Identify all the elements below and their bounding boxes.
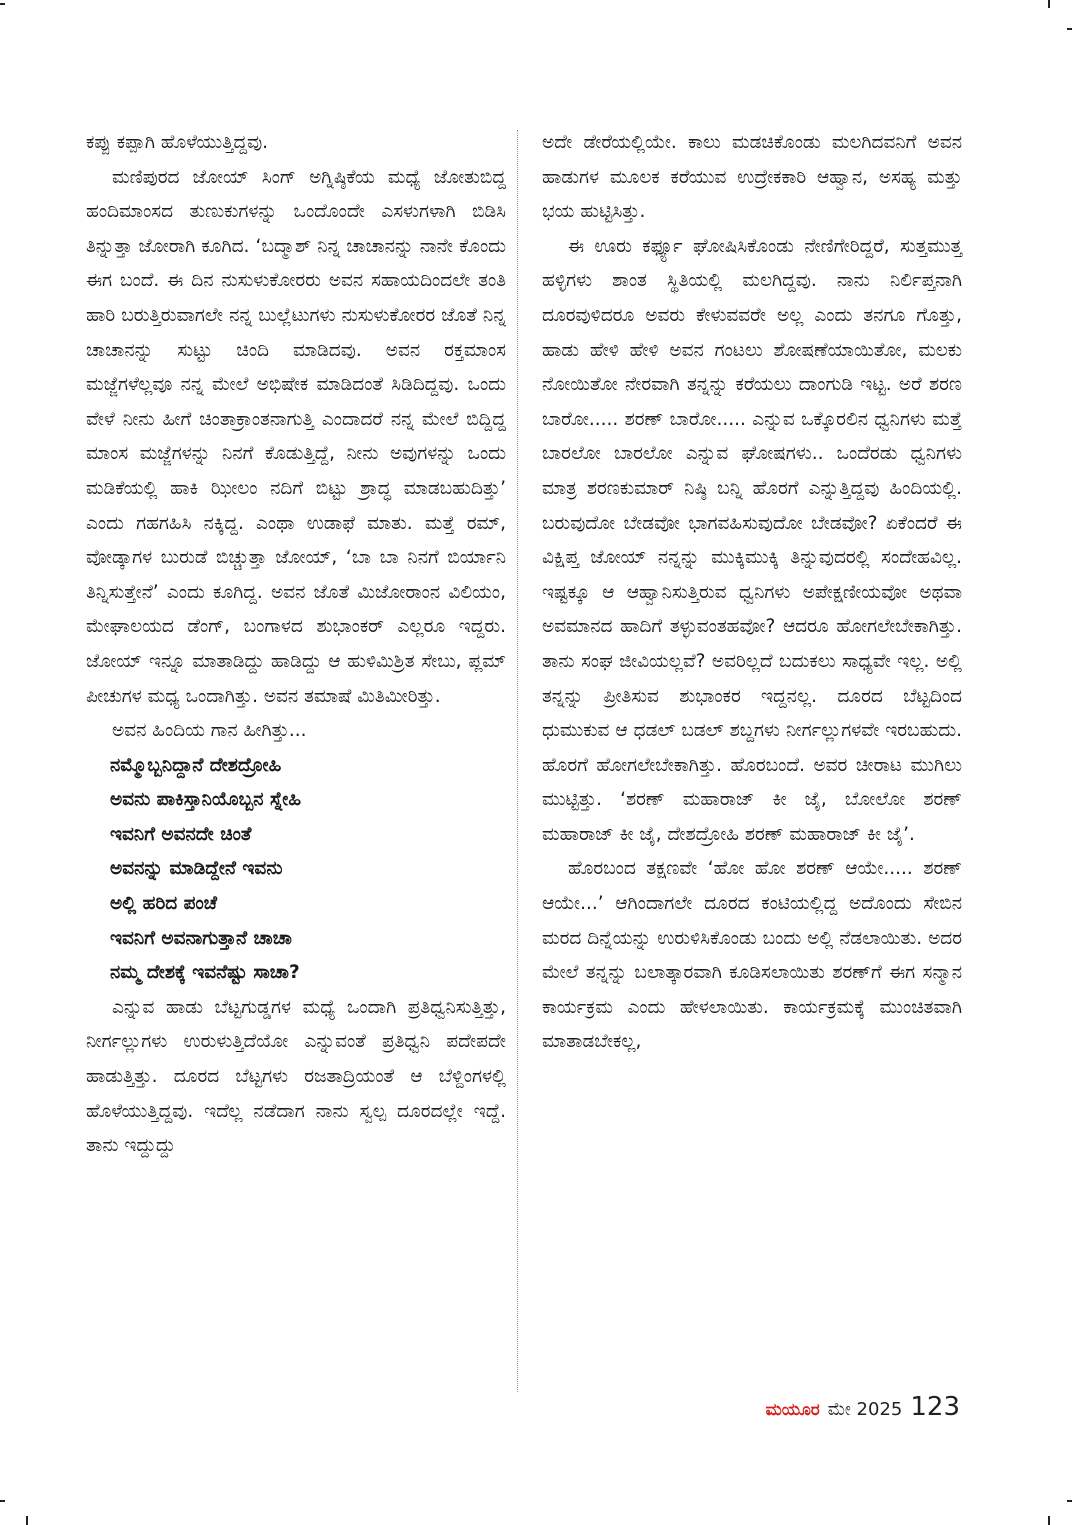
- issue-date: ಮೇ 2025: [827, 1399, 903, 1420]
- paragraph: ಮಣಿಪುರದ ಜೋಯ್ ಸಿಂಗ್ ಅಗ್ನಿಷ್ಠಿಕೆಯ ಮಧ್ಯೆ ಜೋತುಬಿದ್ದ ಹಂದಿಮಾಂಸದ ತುಣುಕುಗಳನ್ನು ಒಂದೊಂದೇ ಎಸಳುಗಳಾಗಿ ಬಿಡಿಸಿ ತಿನ್ನುತ್ತಾ ಜೋರಾಗಿ ಕೂಗಿದ. ‘ಬದ್ಮಾಶ್ ನಿನ್ನ ಚಾಚಾನನ್ನು ನಾನೇ ಕೊಂದು ಈಗ ಬಂದೆ. ಈ ದಿನ ನುಸುಳುಕೋರರು ಅವನ ಸಹಾಯದಿಂದಲೇ ತಂತಿ ಹಾರಿ ಬರುತ್ತಿರುವಾಗಲೇ ನನ್ನ ಬುಲ್ಲೆಟುಗಳು ನುಸುಳುಕೋರರ ಜೊತೆ ನಿನ್ನ ಚಾಚಾನನ್ನು ಸುಟ್ಟು ಚಿಂದಿ ಮಾಡಿದವು. ಅವನ ರಕ್ತಮಾಂಸ ಮಜ್ಜೆಗಳೆಲ್ಲವೂ ನನ್ನ ಮೇಲೆ ಅಭಿಷೇಕ ಮಾಡಿದಂತೆ ಸಿಡಿದಿದ್ದವು. ಒಂದು ವೇಳೆ ನೀನು ಹೀಗೆ ಚಿಂತಾಕ್ರಾಂತನಾಗುತ್ತಿ ಎಂದಾದರೆ ನನ್ನ ಮೇಲೆ ಬಿದ್ದಿದ್ದ ಮಾಂಸ ಮಜ್ಜೆಗಳನ್ನು ನಿನಗೆ ಕೊಡುತ್ತಿದ್ದೆ, ನೀನು ಅವುಗಳನ್ನು ಒಂದು ಮಡಿಕೆಯಲ್ಲಿ ಹಾಕಿ ಝೀಲಂ ನದಿಗೆ ಬಿಟ್ಟು ಶ್ರಾದ್ಧ ಮಾಡಬಹುದಿತ್ತು’ ಎಂದು ಗಹಗಹಿಸಿ ನಕ್ಕಿದ್ದ. ಎಂಥಾ ಉಡಾಫೆ ಮಾತು. ಮತ್ತೆ ರಮ್, ವೋಡ್ಕಾಗಳ ಬುರುಡೆ ಬಿಚ್ಚುತ್ತಾ ಜೋಯ್, ‘ಬಾ ಬಾ ನಿನಗೆ ಬಿರ್ಯಾನಿ ತಿನ್ನಿಸುತ್ತೇನೆ’ ಎಂದು ಕೂಗಿದ್ದ. ಅವನ ಜೊತೆ ಮಿಜೋರಾಂನ ವಿಲಿಯಂ, ಮೇಘಾಲಯದ ಡೆಂಗ್, ಬಂಗಾಳದ ಶುಭಾಂಕರ್ ಎಲ್ಲರೂ ಇದ್ದರು. ಜೋಯ್ ಇನ್ನೂ ಮಾತಾಡಿದ್ದು ಹಾಡಿದ್ದು ಆ ಹುಳಿಮಿಶ್ರಿತ ಸೇಬು, ಪ್ಲಮ್ ಪೀಚುಗಳ ಮಧ್ಯ ಒಂದಾಗಿತ್ತು. ಅವನ ತಮಾಷೆ ಮಿತಿಮೀರಿತ್ತು.: [86, 166, 506, 707]
- poem-line: ನಮ್ಮ ದೇಶಕ್ಕೆ ಇವನೆಷ್ಟು ಸಾಚಾ?: [110, 962, 300, 984]
- poem-block: [86, 749, 506, 991]
- paragraph: ಈ ಊರು ಕರ್ಫ್ಯೂ ಘೋಷಿಸಿಕೊಂಡು ನೇಣಿಗೇರಿದ್ದರೆ, ಸುತ್ತಮುತ್ತ ಹಳ್ಳಿಗಳು ಶಾಂತ ಸ್ಥಿತಿಯಲ್ಲಿ ಮಲಗಿದ್ದವು. ನಾನು ನಿರ್ಲಿಪ್ತನಾಗಿ ದೂರವುಳಿದರೂ ಅವರು ಕೇಳುವವರೇ ಅಲ್ಲ ಎಂದು ತನಗೂ ಗೊತ್ತು, ಹಾಡು ಹೇಳಿ ಹೇಳಿ ಅವನ ಗಂಟಲು ಶೋಷಣೆಯಾಯಿತೋ, ಮಲಕು ನೋಯಿತೋ ನೇರವಾಗಿ ತನ್ನನ್ನು ಕರೆಯಲು ದಾಂಗುಡಿ ಇಟ್ಟ. ಅರೆ ಶರಣ ಬಾರೋ..... ಶರಣ್ ಬಾರೋ..... ಎನ್ನುವ ಒಕ್ಕೊರಲಿನ ಧ್ವನಿಗಳು ಮತ್ತೆ ಬಾರಲೋ ಬಾರಲೋ ಎನ್ನುವ ಘೋಷಗಳು.. ಒಂದೆರಡು ಧ್ವನಿಗಳು ಮಾತ್ರ ಶರಣಕುಮಾರ್ ನಿಷ್ಠಿ ಬನ್ನಿ ಹೊರಗೆ ಎನ್ನುತ್ತಿದ್ದವು ಹಿಂದಿಯಲ್ಲಿ. ಬರುವುದೋ ಬೇಡವೋ ಭಾಗವಹಿಸುವುದೋ ಬೇಡವೋ? ಏಕೆಂದರೆ ಈ ವಿಕ್ಷಿಪ್ತ ಜೋಯ್ ನನ್ನನ್ನು ಮುಕ್ಕಿಮುಕ್ಕಿ ತಿನ್ನುವುದರಲ್ಲಿ ಸಂದೇಹವಿಲ್ಲ. ಇಷ್ಟಕ್ಕೂ ಆ ಆಹ್ವಾನಿಸುತ್ತಿರುವ ಧ್ವನಿಗಳು ಅಪೇಕ್ಷಣೀಯವೋ ಅಥವಾ ಅವಮಾನದ ಹಾದಿಗೆ ತಳ್ಳುವಂತಹವೋ? ಆದರೂ ಹೋಗಲೇಬೇಕಾಗಿತ್ತು. ತಾನು ಸಂಘ ಜೀವಿಯಲ್ಲವೆ? ಅವರಿಲ್ಲದೆ ಬದುಕಲು ಸಾಧ್ಯವೇ ಇಲ್ಲ. ಅಲ್ಲಿ ತನ್ನನ್ನು ಪ್ರೀತಿಸುವ ಶುಭಾಂಕರ ಇದ್ದನಲ್ಲ. ದೂರದ ಬೆಟ್ಟದಿಂದ ಧುಮುಕುವ ಆ ಧಡಲ್ ಬಡಲ್ ಶಬ್ದಗಳು ನೀರ್ಗಲ್ಲುಗಳವೇ ಇರಬಹುದು. ಹೊರಗೆ ಹೋಗಲೇಬೇಕಾಗಿತ್ತು. ಹೊರಬಂದೆ. ಅವರ ಚೀರಾಟ ಮುಗಿಲು ಮುಟ್ಟಿತ್ತು. ‘ಶರಣ್ ಮಹಾರಾಜ್ ಕೀ ಜೈ, ಬೋಲೋ ಶರಣ್ ಮಹಾರಾಜ್ ಕೀ ಜೈ, ದೇಶದ್ರೋಹಿ ಶರಣ್ ಮಹಾರಾಜ್ ಕೀ ಜೈ’.: [542, 235, 962, 845]
- paragraph: ಎನ್ನುವ ಹಾಡು ಬೆಟ್ಟಗುಡ್ಡಗಳ ಮಧ್ಯೆ ಒಂದಾಗಿ ಪ್ರತಿಧ್ವನಿಸುತ್ತಿತ್ತು, ನೀರ್ಗಲ್ಲುಗಳು ಉರುಳುತ್ತಿದೆಯೋ ಎನ್ನುವಂತೆ ಪ್ರತಿಧ್ವನಿ ಪದೇಪದೇ ಹಾಡುತ್ತಿತ್ತು. ದೂರದ ಬೆಟ್ಟಗಳು ರಜತಾದ್ರಿಯಂತೆ ಆ ಬೆಳ್ದಿಂಗಳಲ್ಲಿ ಹೊಳೆಯುತ್ತಿದ್ದವು. ಇದೆಲ್ಲ ನಡೆದಾಗ ನಾನು ಸ್ವಲ್ಪ ದೂರದಲ್ಲೇ ಇದ್ದೆ. ತಾನು ಇದ್ದುದ್ದು: [86, 996, 506, 1157]
- crop-mark-bottom-left-v: [26, 1516, 28, 1525]
- crop-mark-bottom-right: [1067, 1500, 1072, 1502]
- crop-mark-bottom-left: [0, 1500, 5, 1502]
- poem-line: ಅಲ್ಲಿ ಹರಿದ ಪಂಚೆ: [110, 893, 218, 915]
- magazine-logo: ಮಯೂರ: [765, 1400, 820, 1420]
- crop-mark-top-right: [1048, 0, 1050, 8]
- left-column: [86, 126, 506, 1164]
- poem-line: ಅವನು ಪಾಕಿಸ್ತಾನಿಯೊಬ್ಬನ ಸ್ನೇಹಿ: [110, 789, 302, 811]
- right-column: [542, 126, 962, 1060]
- paragraph: ಹೊರಬಂದ ತಕ್ಷಣವೇ ‘ಹೋ ಹೋ ಶರಣ್ ಆಯೇ..... ಶರಣ್ ಆಯೇ...’ ಆಗಿಂದಾಗಲೇ ದೂರದ ಕಂಟಿಯಲ್ಲಿದ್ದ ಅದೊಂದು ಸೇಬಿನ ಮರದ ದಿನ್ನೆಯನ್ನು ಉರುಳಿಸಿಕೊಂಡು ಬಂದು ಅಲ್ಲಿ ನೆಡಲಾಯಿತು. ಅದರ ಮೇಲೆ ತನ್ನನ್ನು ಬಲಾತ್ಕಾರವಾಗಿ ಕೂಡಿಸಲಾಯಿತು ಶರಣ್‌ಗೆ ಈಗ ಸನ್ಮಾನ ಕಾರ್ಯಕ್ರಮ ಎಂದು ಹೇಳಲಾಯಿತು. ಕಾರ್ಯಕ್ರಮಕ್ಕೆ ಮುಂಚಿತವಾಗಿ ಮಾತಾಡಬೇಕಲ್ಲ,: [542, 858, 962, 1053]
- page-number: 123: [910, 1392, 960, 1422]
- poem-line: ಅವನನ್ನು ಮಾಡಿದ್ದೇನೆ ಇವನು: [110, 858, 283, 880]
- crop-mark-top-left: [0, 3, 5, 5]
- poem-line: ನಮ್ಮೊಬ್ಬನಿದ್ದಾನೆ ದೇಶದ್ರೋಹಿ: [110, 754, 282, 776]
- poem-line: ಇವನಿಗೆ ಅವನಾಗುತ್ತಾನೆ ಚಾಚಾ: [110, 927, 292, 949]
- poem-line: ಇವನಿಗೆ ಅವನದೇ ಚಿಂತೆ: [110, 823, 252, 845]
- paragraph: ಕಪ್ಪು ಕಪ್ಪಾಗಿ ಹೊಳೆಯುತ್ತಿದ್ದವು.: [86, 132, 269, 153]
- crop-mark-bottom-right-v: [1048, 1516, 1050, 1525]
- crop-mark-top-right-h: [1067, 28, 1072, 30]
- page-footer: [766, 1392, 960, 1422]
- column-divider: [517, 130, 518, 1392]
- paragraph: ಅವನ ಹಿಂದಿಯ ಗಾನ ಹೀಗಿತ್ತು...: [112, 720, 307, 742]
- paragraph: ಅದೇ ಡೇರೆಯಲ್ಲಿಯೇ. ಕಾಲು ಮಡಚಿಕೊಂಡು ಮಲಗಿದವನಿಗೆ ಅವನ ಹಾಡುಗಳ ಮೂಲಕ ಕರೆಯುವ ಉದ್ರೇಕಕಾರಿ ಆಹ್ವಾನ, ಅಸಹ್ಯ ಮತ್ತು ಭಯ ಹುಟ್ಟಿಸಿತ್ತು.: [542, 132, 962, 223]
